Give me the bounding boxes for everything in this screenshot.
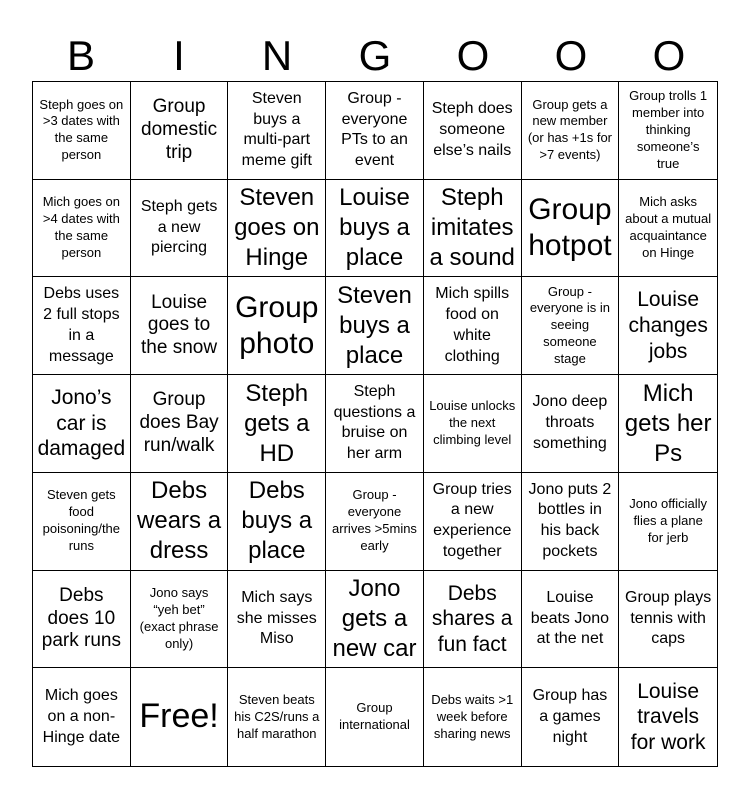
bingo-cell[interactable]: Group domestic trip [131,82,229,180]
bingo-cell[interactable]: Jono’s car is damaged [33,375,131,473]
bingo-header [32,30,718,82]
bingo-cell[interactable]: Steven buys a multi-part meme gift [228,82,326,180]
bingo-cell[interactable]: Group - everyone arrives >5mins early [326,473,424,571]
bingo-cell[interactable]: Debs uses 2 full stops in a message [33,277,131,375]
bingo-cell[interactable]: Steph imitates a sound [424,180,522,278]
bingo-cell[interactable]: Group gets a new member (or has +1s for >7 events) [522,82,620,180]
bingo-cell[interactable]: Jono says “yeh bet” (exact phrase only) [131,571,229,669]
bingo-cell[interactable]: Steph goes on >3 dates with the same person [33,82,131,180]
bingo-cell[interactable]: Mich spills food on white clothing [424,277,522,375]
bingo-cell[interactable]: Mich goes on a non-Hinge date [33,668,131,766]
bingo-cell[interactable]: Louise buys a place [326,180,424,278]
bingo-cell[interactable]: Steph gets a HD [228,375,326,473]
bingo-cell[interactable]: Group international [326,668,424,766]
bingo-cell[interactable]: Louise unlocks the next climbing level [424,375,522,473]
bingo-board [32,81,718,767]
bingo-cell[interactable]: Debs buys a place [228,473,326,571]
bingo-cell[interactable]: Debs wears a dress [131,473,229,571]
bingo-cell[interactable]: Group does Bay run/walk [131,375,229,473]
bingo-cell[interactable]: Group tries a new experience together [424,473,522,571]
bingo-cell[interactable]: Debs shares a fun fact [424,571,522,669]
bingo-cell[interactable]: Steven goes on Hinge [228,180,326,278]
bingo-cell[interactable]: Steven gets food poisoning/the runs [33,473,131,571]
bingo-cell[interactable]: Louise changes jobs [619,277,717,375]
bingo-cell[interactable]: Mich says she misses Miso [228,571,326,669]
bingo-cell[interactable]: Mich asks about a mutual acquaintance on Hinge [619,180,717,278]
bingo-cell[interactable]: Steven buys a place [326,277,424,375]
bingo-cell[interactable]: Mich gets her Ps [619,375,717,473]
bingo-cell[interactable]: Debs waits >1 week before sharing news [424,668,522,766]
header-letter: G [358,32,392,79]
bingo-cell[interactable]: Louise travels for work [630,679,706,754]
bingo-cell[interactable]: Group plays tennis with caps [619,571,717,669]
bingo-cell[interactable]: Louise goes to the snow [131,277,229,375]
bingo-cell[interactable]: Steph does someone else’s nails [424,82,522,180]
header-letter: O [652,32,686,79]
header-letter: N [261,32,293,79]
bingo-cell[interactable]: Steven beats his C2S/runs a half marathon [228,668,326,766]
bingo-cell[interactable]: Group - everyone PTs to an event [326,82,424,180]
header-letter: I [173,32,185,79]
bingo-cell[interactable]: Louise beats Jono at the net [522,571,620,669]
bingo-cell[interactable]: Steph questions a bruise on her arm [326,375,424,473]
bingo-cell[interactable]: Group has a games night [522,668,620,766]
bingo-cell[interactable]: Jono deep throats something [522,375,620,473]
bingo-cell[interactable]: Mich goes on >4 dates with the same person [33,180,131,278]
bingo-cell[interactable]: Jono puts 2 bottles in his back pockets [522,473,620,571]
bingo-cell[interactable]: Group hotpot [522,180,620,278]
header-letter: O [554,32,588,79]
bingo-cell[interactable]: Group trolls 1 member into thinking someone’s true [619,82,717,180]
header-letter: O [456,32,490,79]
bingo-cell[interactable]: Group - everyone is in seeing someone stage [522,277,620,375]
bingo-cell[interactable]: Group photo [228,277,326,375]
bingo-cell[interactable]: Jono officially flies a plane for jerb [619,473,717,571]
bingo-cell[interactable]: Steph gets a new piercing [131,180,229,278]
header-letter: B [66,32,95,79]
bingo-cell[interactable]: Debs does 10 park runs [33,571,131,669]
bingo-cell[interactable]: Jono gets a new car [326,571,424,669]
free-space-cell[interactable]: Free! [131,668,229,766]
